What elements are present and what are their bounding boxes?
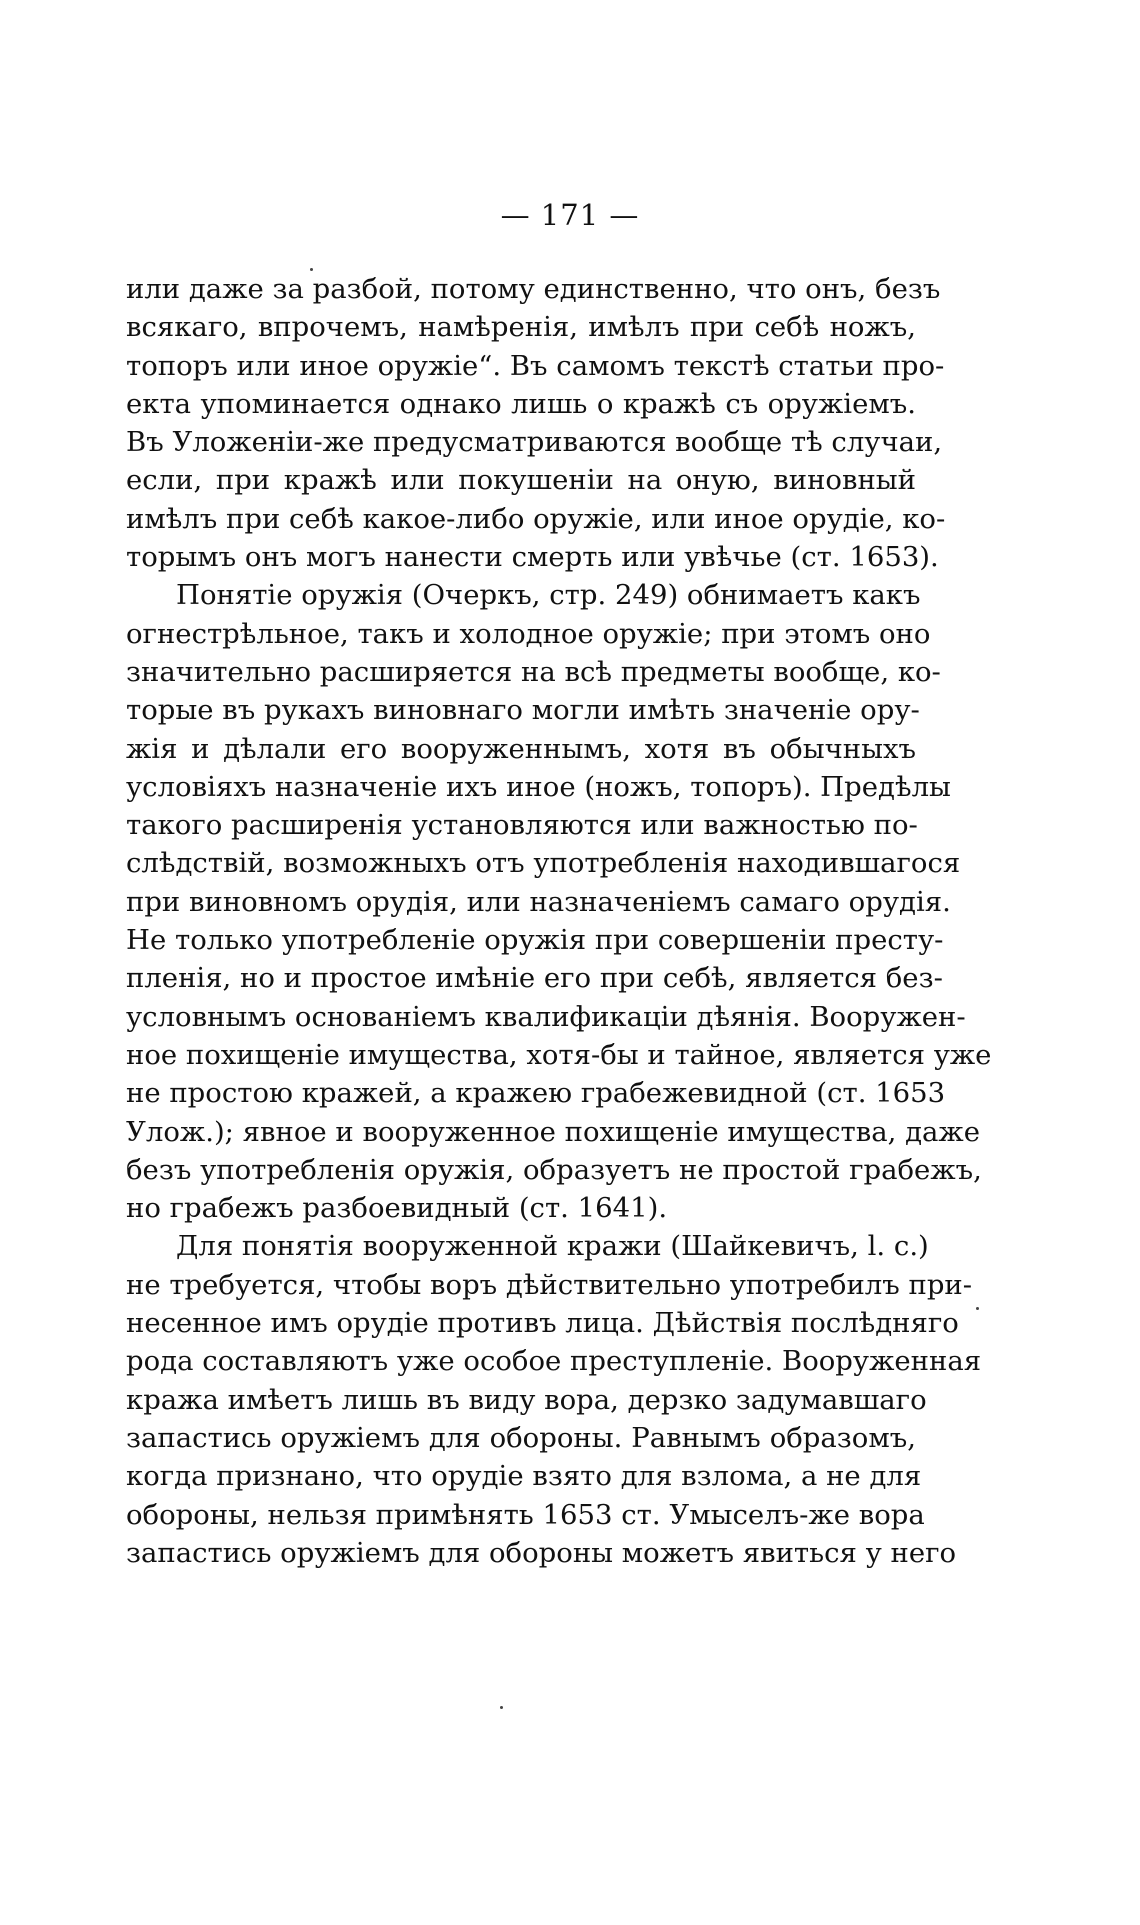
text-line: Улож.); явное и вооруженное похищеніе имущества, даже [126,1115,980,1148]
text-line: условнымъ основаніемъ квалификаціи дѣянія. Вооружен- [126,1000,966,1033]
text-line: топоръ или иное оружіе“. Въ самомъ текстѣ статьи про- [126,349,945,382]
text-line: несенное имъ орудіе противъ лица. Дѣйствія послѣдняго [126,1307,959,1340]
print-speck [976,1307,979,1310]
text-line: но грабежъ разбоевидный (ст. 1641). [126,1192,668,1225]
text-line: когда признано, что орудіе взято для взлома, а не для [126,1460,922,1493]
text-line: запастись оружіемъ для обороны. Равнымъ образомъ, [126,1421,916,1454]
text-line: безъ употребленія оружія, образуетъ не простой грабежъ, [126,1153,982,1186]
text-line: обороны, нельзя примѣнять 1653 ст. Умыселъ-же вора [126,1498,925,1531]
text-line: имѣлъ при себѣ какое-либо оружіе, или иное орудіе, ко- [126,502,946,535]
text-line: не требуется, чтобы воръ дѣйствительно употребилъ при- [126,1268,973,1301]
text-line: торые въ рукахъ виновнаго могли имѣть значеніе ору- [126,694,920,727]
text-line: ное похищеніе имущества, хотя-бы и тайное, является уже [126,1038,992,1071]
text-line: не простою кражей, а кражею грабежевидной (ст. 1653 [126,1077,946,1110]
text-line: пленія, но и простое имѣніе его при себѣ, является без- [126,962,943,995]
text-line: запастись оружіемъ для обороны можетъ явиться у него [126,1536,957,1569]
text-line: жія и дѣлали его вооруженнымъ, хотя въ обычныхъ [126,732,916,765]
text-line: условіяхъ назначеніе ихъ иное (ножъ, топоръ). Предѣлы [126,770,951,803]
text-line: торымъ онъ могъ нанести смерть или увѣчье (ст. 1653). [126,541,939,574]
text-line: кража имѣетъ лишь въ виду вора, дерзко задумавшаго [126,1383,927,1416]
text-line: Въ Уложеніи-же предусматриваются вообще тѣ случаи, [126,426,943,459]
text-line: слѣдствій, возможныхъ отъ употребленія находившагося [126,847,961,880]
text-line: всякаго, впрочемъ, намѣренія, имѣлъ при себѣ ножъ, [126,311,916,344]
paragraph-first-line: Для понятія вооруженной кражи (Шайкевичъ, l. c.) [176,1230,929,1263]
text-line: екта упоминается однако лишь о кражѣ съ оружіемъ. [126,387,916,420]
text-line: значительно расширяется на всѣ предметы вообще, ко- [126,655,941,688]
text-line: Не только употребленіе оружія при совершеніи престу- [126,924,944,957]
text-line: при виновномъ орудія, или назначеніемъ самаго орудія. [126,885,951,918]
paragraph-first-line: Понятіе оружія (Очеркъ, стр. 249) обнимаетъ какъ [176,579,921,612]
print-speck [310,268,313,271]
text-line: если, при кражѣ или покушеніи на оную, виновный [126,464,916,497]
text-line: огнестрѣльное, такъ и холодное оружіе; при этомъ оно [126,617,931,650]
page-number: — 171 — [500,198,640,232]
body-text [126,270,992,1572]
text-line: рода составляютъ уже особое преступленіе. Вооруженная [126,1345,982,1378]
text-line: или даже за разбой, потому единственно, что онъ, безъ [126,273,941,305]
print-speck [500,1706,503,1709]
text-line: такого расширенія установляются или важностью по- [126,809,918,842]
